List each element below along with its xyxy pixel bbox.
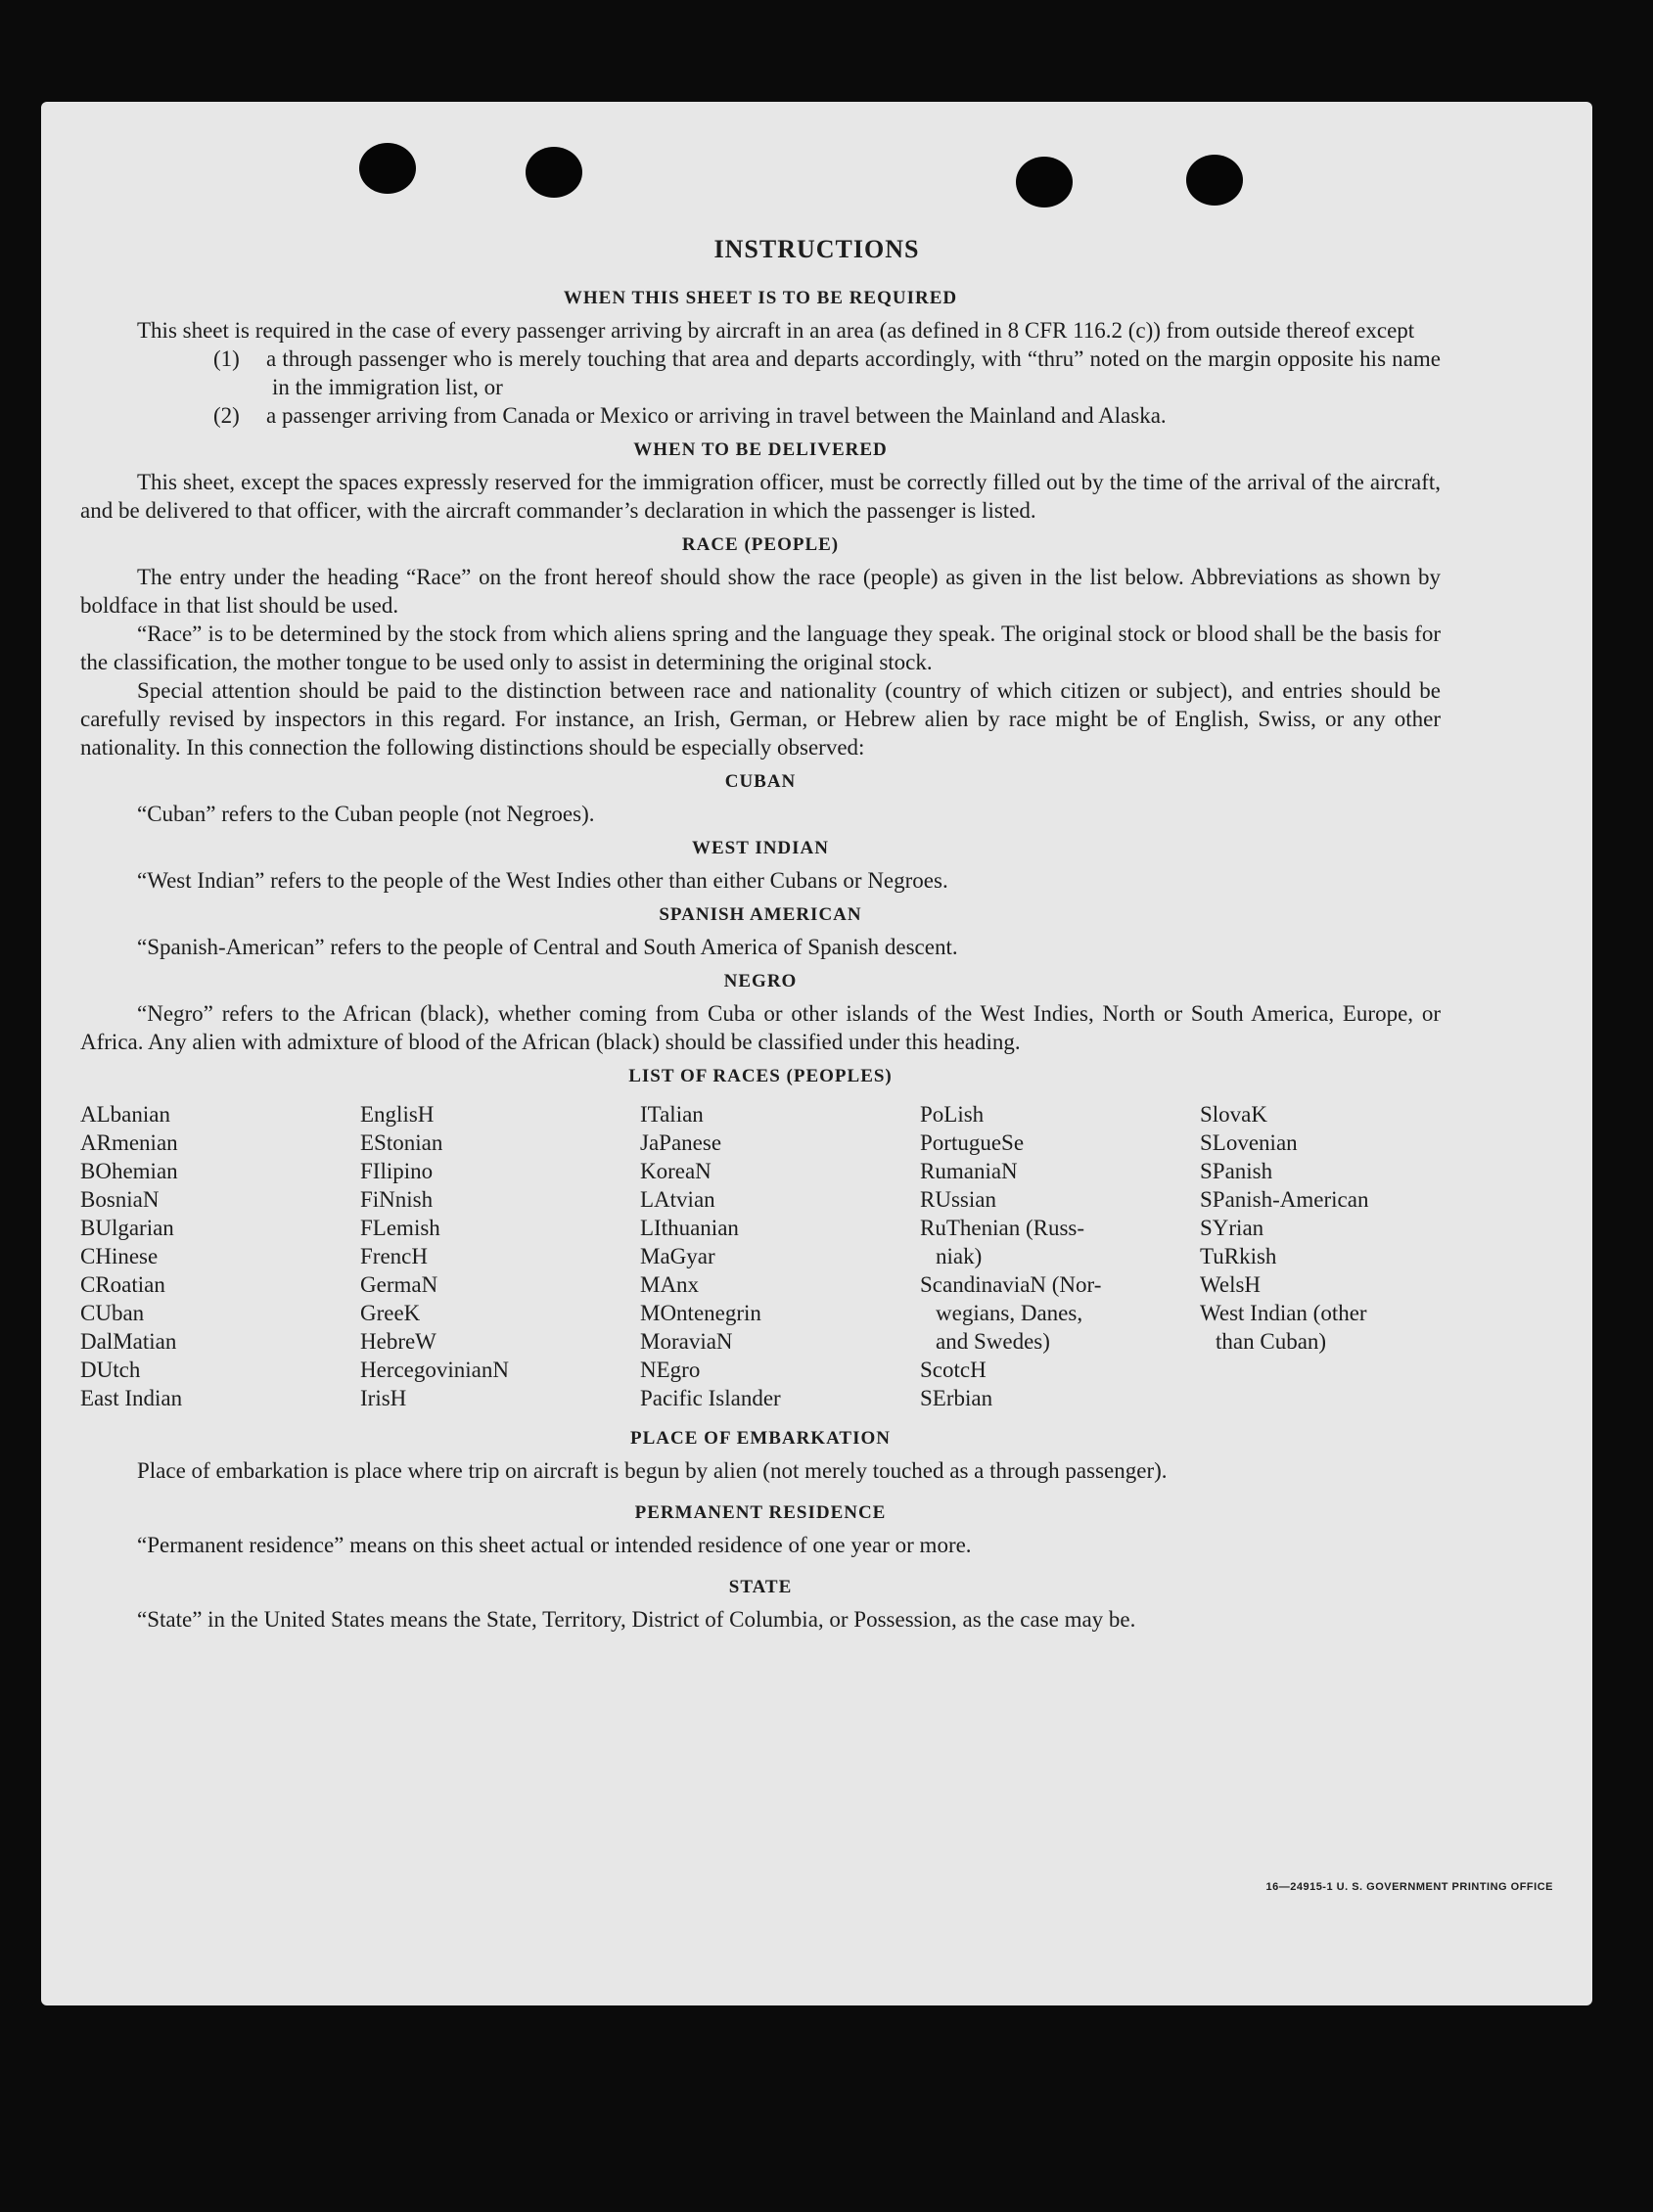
race-entry: FLemish	[360, 1216, 440, 1240]
race-entry: MAnx	[640, 1272, 700, 1297]
races-list	[80, 1100, 1441, 1412]
race-entry: CRoatian	[80, 1272, 165, 1297]
state-text: “State” in the United States means the State, Territory, District of Columbia, or Possession, as the case may be.	[137, 1607, 1136, 1632]
item-text: a through passenger who is merely touching that area and departs accordingly, with “thru” noted on the margin opposite his name in the immigration list, or	[266, 346, 1441, 399]
race-entry: MOntenegrin	[640, 1301, 761, 1325]
cuban-text: “Cuban” refers to the Cuban people (not Negroes).	[137, 802, 595, 826]
section-heading-residence: PERMANENT RESIDENCE	[634, 1502, 887, 1523]
document-sheet	[41, 102, 1592, 2005]
section-heading-state: STATE	[728, 1577, 793, 1597]
race-entry: ScandinaviaN (Nor-	[920, 1272, 1102, 1297]
race-entry: ALbanian	[80, 1102, 170, 1127]
race-entry: EStonian	[360, 1130, 443, 1155]
race-entry: FrencH	[360, 1244, 428, 1268]
race-entry: JaPanese	[640, 1130, 722, 1155]
race-entry: BUlgarian	[80, 1216, 174, 1240]
race-entry: PortugueSe	[920, 1130, 1025, 1155]
race-entry: GermaN	[360, 1272, 438, 1297]
race-entry: EnglisH	[360, 1102, 435, 1127]
race-entry: MaGyar	[640, 1244, 715, 1268]
race-entry: CHinese	[80, 1244, 159, 1268]
section-heading-embarkation: PLACE OF EMBARKATION	[630, 1428, 891, 1449]
race-entry: and Swedes)	[936, 1329, 1050, 1354]
when-required-intro: This sheet is required in the case of every passenger arriving by aircraft in an area (as defined in 8 CFR 116.2 (c)) from outside thereof except	[137, 318, 1415, 343]
races-column	[360, 1100, 640, 1412]
item-text: a passenger arriving from Canada or Mexico or arriving in travel between the Mainland and Alaska.	[266, 403, 1167, 428]
item-number: (2)	[213, 403, 240, 428]
races-column	[80, 1100, 360, 1412]
race-entry: West Indian (other	[1200, 1301, 1367, 1325]
race-entry: niak)	[936, 1244, 983, 1268]
residence-text: “Permanent residence” means on this sheet actual or intended residence of one year or more.	[137, 1533, 972, 1557]
races-column	[1200, 1100, 1441, 1412]
race-entry: BosniaN	[80, 1187, 160, 1212]
instructions-body	[80, 278, 1441, 1634]
race-entry: KoreaN	[640, 1159, 712, 1183]
race-entry: NEgro	[640, 1358, 701, 1382]
race-entry: SLovenian	[1200, 1130, 1298, 1155]
punch-hole	[1186, 155, 1243, 206]
race-entry: than Cuban)	[1216, 1329, 1327, 1354]
race-entry: TuRkish	[1200, 1244, 1277, 1268]
exception-item-2	[80, 401, 1441, 430]
west-indian-text: “West Indian” refers to the people of the West Indies other than either Cubans or Negroes.	[137, 868, 948, 893]
negro-text: “Negro” refers to the African (black), whether coming from Cuba or other islands of the West Indies, North or South America, Europe, or Africa. Any alien with admixture of blood of the African (black) should be classified under this heading.	[80, 1001, 1441, 1054]
race-entry: HercegovinianN	[360, 1358, 509, 1382]
section-heading-race: RACE (PEOPLE)	[681, 534, 840, 555]
race-entry: RuThenian (Russ-	[920, 1216, 1085, 1240]
race-entry: HebreW	[360, 1329, 436, 1354]
races-column	[640, 1100, 920, 1412]
race-entry: SlovaK	[1200, 1102, 1267, 1127]
race-entry: LIthuanian	[640, 1216, 739, 1240]
race-entry: RumaniaN	[920, 1159, 1018, 1183]
spanish-american-text: “Spanish-American” refers to the people of Central and South America of Spanish descent.	[137, 935, 958, 959]
page-title: INSTRUCTIONS	[713, 235, 920, 263]
punch-hole	[526, 147, 582, 198]
race-paragraph-3: Special attention should be paid to the distinction between race and nationality (country of which citizen or subject), and entries should be carefully revised by inspectors in this regard. For instance, an Irish, German, or Hebrew alien by race might be of English, Swiss, or any other nationality. In this connection the following distinctions should be especially observed:	[80, 678, 1441, 760]
race-entry: SYrian	[1200, 1216, 1264, 1240]
race-entry: CUban	[80, 1301, 145, 1325]
race-entry: SPanish	[1200, 1159, 1273, 1183]
exception-item-1	[80, 345, 1441, 401]
race-paragraph-2: “Race” is to be determined by the stock from which aliens spring and the language they speak. The original stock or blood shall be the basis for the classification, the mother tongue to be used only to assist in determining the original stock.	[80, 622, 1441, 674]
race-entry: ITalian	[640, 1102, 704, 1127]
section-heading-cuban: CUBAN	[724, 771, 797, 792]
race-entry: DUtch	[80, 1358, 141, 1382]
race-entry: PoLish	[920, 1102, 985, 1127]
races-column	[920, 1100, 1200, 1412]
race-entry: BOhemian	[80, 1159, 178, 1183]
race-entry: DalMatian	[80, 1329, 177, 1354]
race-entry: SPanish-American	[1200, 1187, 1369, 1212]
item-number: (1)	[213, 346, 240, 371]
when-delivered-text: This sheet, except the spaces expressly reserved for the immigration officer, must be correctly filled out by the time of the arrival of the aircraft, and be delivered to that officer, with the aircraft commander’s declaration in which the passenger is listed.	[80, 470, 1441, 523]
race-entry: IrisH	[360, 1386, 407, 1410]
race-entry: WelsH	[1200, 1272, 1262, 1297]
race-entry: GreeK	[360, 1301, 421, 1325]
section-heading-when-required: WHEN THIS SHEET IS TO BE REQUIRED	[563, 288, 958, 308]
punch-hole	[359, 143, 416, 194]
race-entry: FIlipino	[360, 1159, 434, 1183]
section-heading-spanish-american: SPANISH AMERICAN	[659, 904, 862, 925]
punch-hole	[1016, 157, 1073, 207]
race-entry: wegians, Danes,	[936, 1301, 1083, 1325]
race-paragraph-1: The entry under the heading “Race” on the front hereof should show the race (people) as given in the list below. Abbreviations as shown by boldface in that list should be used.	[80, 565, 1441, 618]
race-entry: Pacific Islander	[640, 1386, 781, 1410]
section-heading-west-indian: WEST INDIAN	[692, 838, 829, 858]
race-entry: East Indian	[80, 1386, 183, 1410]
race-entry: RUssian	[920, 1187, 996, 1212]
section-heading-negro: NEGRO	[723, 971, 798, 991]
race-entry: ScotcH	[920, 1358, 987, 1382]
race-entry: SErbian	[920, 1386, 993, 1410]
printing-office-code: 16—24915-1 U. S. GOVERNMENT PRINTING OFFICE	[1265, 1881, 1553, 1893]
section-heading-when-delivered: WHEN TO BE DELIVERED	[633, 439, 888, 460]
race-entry: FiNnish	[360, 1187, 434, 1212]
race-entry: LAtvian	[640, 1187, 715, 1212]
section-heading-list-of-races: LIST OF RACES (PEOPLES)	[628, 1066, 893, 1086]
embarkation-text: Place of embarkation is place where trip on aircraft is begun by alien (not merely touched as a through passenger).	[137, 1458, 1168, 1483]
race-entry: MoraviaN	[640, 1329, 733, 1354]
race-entry: ARmenian	[80, 1130, 178, 1155]
